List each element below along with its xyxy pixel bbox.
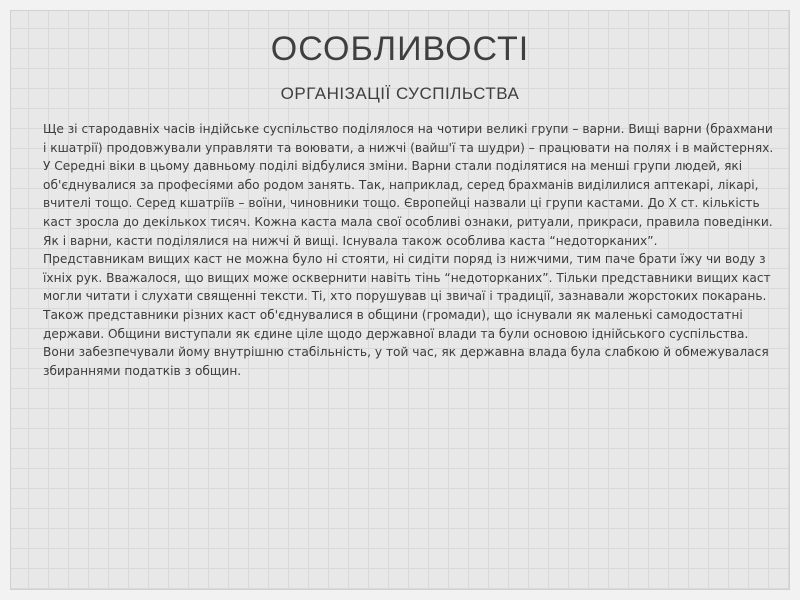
slide-title: ОСОБЛИВОСТІ	[270, 30, 530, 68]
slide-body	[43, 120, 777, 380]
paragraph-varnas: Ще зі стародавніх часів індійське суспільство поділялося на чотири великі групи – варни. Вищі варни (брахмани і кшатрії) продовжували управляти та воювати, а нижчі (вайш'ї та шудри) – працювати на полях і в майстернях. У Середні віки в цьому давньому поділі відбулися зміни. Варни стали поділятися на менші групи людей, які об'єднувалися за професіями або родом занять. Так, наприклад, серед брахманів виділилися аптекарі, лікарі, вчителі тощо. Серед кшатріїв – воїни, чиновники тощо. Європейці назвали ці групи кастами. До Х ст. кількість каст зросла до декількох тисяч. Кожна каста мала свої особливі ознаки, ритуали, прикраси, правила поведінки. Як і варни, касти поділялися на нижчі й вищі. Існувала також особлива каста “недоторканих”.	[43, 122, 774, 248]
paragraph-castes-rules: Представникам вищих каст не можна було ні стояти, ні сидіти поряд із нижчими, тим паче брати їжу чи воду з їхніх рук. Вважалося, що вищих може осквернити навіть тінь “недоторканих”. Тільки представники вищих каст могли читати і слухати священні тексти. Ті, хто порушував ці звичаї і традиції, зазнавали жорстоких покарань.	[43, 252, 771, 304]
paragraph-communities: Також представники різних каст об'єднувалися в общини (громади), що існували як маленькі самодостатні держави. Общини виступали як єдине ціле щодо державної влади та були основою іднійського суспільства. Вони забезпечували йому внутрішню стабільність, у той час, як державна влада була слабкою й обмежувалася збираннями податків з общин.	[43, 307, 769, 378]
slide-subtitle: ОРГАНІЗАЦІЇ СУСПІЛЬСТВА	[280, 84, 520, 103]
